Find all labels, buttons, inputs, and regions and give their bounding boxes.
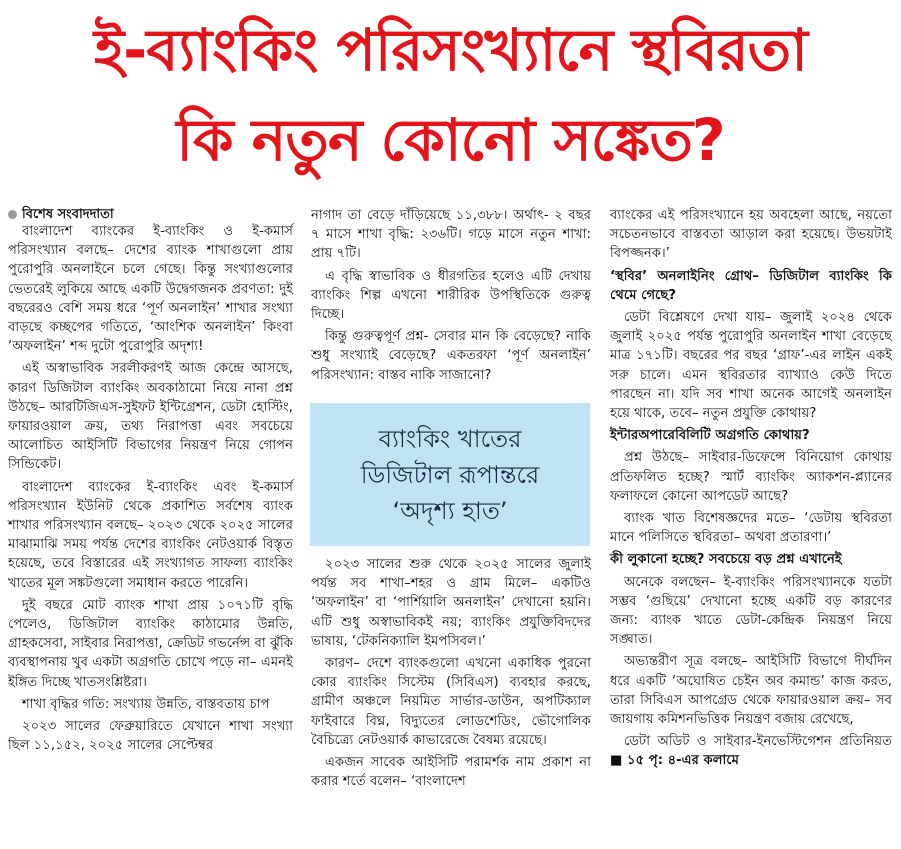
paragraph-text: ডেটা অডিট ও সাইবার-ইনভেস্টিগেশন প্রতিনিয়ত xyxy=(624,734,892,750)
paragraph: দুই বছরে মোট ব্যাংক শাখা প্রায় ১০৭১টি বৃদ্ধি পেলেও, ডিজিটাল ব্যাংকিং কাঠামোর উন্নতি, গ্রাহকসেবা, সাইবার নিরাপত্তা, ক্রেডিট গভর্নেন্স বা ঝুঁকি ব্যবস্থাপনায় খুব একটা অগ্রগতি চোখে পড়ে না– এমনই ইঙ্গিত দিচ্ছে খাতসংশ্লিষ্টরা। xyxy=(8,597,293,690)
subheading: কী লুকানো হচ্ছে? সবচেয়ে বড় প্রশ্ন এখানেই xyxy=(610,552,842,568)
subheading: ‘স্থবির’ অনলাইনিং গ্রোথ– ডিজিটাল ব্যাংকিং কি থেমে গেছে? xyxy=(610,268,892,303)
pull-quote-box xyxy=(310,403,590,546)
paragraph: কারণ– দেশে ব্যাংকগুলো এখনো একাধিক পুরনো কোর ব্যাংকিং সিস্টেম (সিবিএস) ব্যবহার করছে, গ্রামীণ অঞ্চলে নিয়মিত সার্ভার-ডাউন, অপটিক্যাল ফাইবারে বিঘ্ন, বিদ্যুতের লোডশেডিং, ভৌগোলিক বৈচিত্র্যে নেটওয়ার্ক কাভারেজে বৈষম্য রয়েছে। xyxy=(311,656,591,748)
paragraph: বাংলাদেশ ব্যাংকের ই-ব্যাংকিং ও ই-কমার্স পরিসংখ্যান বলছে– দেশের ব্যাংক শাখাগুলো প্রায় পুরোপুরি অনলাইনে চলে গেছে। কিন্তু সংখ্যাগুলোর ভেতরেই লুকিয়ে আছে একটি উদ্বেগজনক প্রবণতা: দুই বছরেরও বেশি সময় ধরে ‘পূর্ণ অনলাইন’ শাখার সংখ্যা বাড়ছে কচ্ছপের গতিতে, ‘আংশিক অনলাইন’ কিংবা ‘অফলাইন’ শব্দ দুটো পুরোপুরি অদৃশ্য! xyxy=(8,224,293,355)
pull-quote-line: ‘অদৃশ্য হাত’ xyxy=(392,496,508,525)
subheading: ইন্টারঅপারেবিলিটি অগ্রগতি কোথায়? xyxy=(610,428,810,444)
column-1 xyxy=(8,222,293,758)
paragraph: ডেটা বিশ্লেষণে দেখা যায়– জুলাই ২০২৪ থেকে জুলাই ২০২৫ পর্যন্ত পুরোপুরি অনলাইন শাখা বেড়েছে মাত্র ১৭১টি। বছরের পর বছর ‘গ্রাফ’-এর লাইন একই সরু চালে। এমন স্থবিরতার ব্যাখ্যাও কেউ দিতে পারছেন না। যদি সব শাখা অনেক আগেই অনলাইন হয়ে থাকে, তবে– নতুন প্রযুক্তি কোথায়? xyxy=(610,310,892,422)
paragraph: একজন সাবেক আইসিটি পরামর্শক নাম প্রকাশ না করার শর্তে বলেন– ‘বাংলাদেশ xyxy=(311,755,591,790)
pull-quote-line: ব্যাংকিং খাতের xyxy=(378,424,522,453)
bullet-icon xyxy=(8,210,17,219)
paragraph: এই অস্বাভাবিক সরলীকরণই আজ কেন্দ্রে আসছে, কারণ ডিজিটাল ব্যাংকিং অবকাঠামো নিয়ে নানা প্রশ্ন উঠছে– আরটিজিএস-সুইফট ইন্টিগ্রেশন, ডেটা হোস্টিং, ফায়ারওয়াল ক্রয়, তথ্য নিরাপত্তা এবং সবচেয়ে আলোচিত আইসিটি বিভাগের নিয়ন্ত্রণ নিয়ে গোপন সিন্ডিকেট। xyxy=(8,361,293,473)
paragraph: ব্যাংকের এই পরিসংখ্যানে হয় অবহেলা আছে, নয়তো সচেতনভাবে বাস্তবতা আড়াল করা হয়েছে। উভয়টাই বিপজ্জনক।’ xyxy=(610,208,892,262)
column-3 xyxy=(610,206,892,774)
paragraph: প্রশ্ন উঠছে– সাইবার-ডিফেন্সে বিনিয়োগ কোথায় প্রতিফলিত হচ্ছে? স্মার্ট ব্যাংকিং অ্যাকশন-প্ল্যানের ফলাফলে কোনো আপডেট আছে? xyxy=(610,450,892,504)
paragraph: বাংলাদেশ ব্যাংকের ই-ব্যাংকিং এবং ই-কমার্স পরিসংখ্যান ইউনিট থেকে প্রকাশিত সর্বশেষ ব্যাংক শাখার পরিসংখ্যান বলছে– ২০২৩ থেকে ২০২৫ সালের মাঝামাঝি সময় পর্যন্ত দেশের ব্যাংকিং নেটওয়ার্ক বিস্তৃত হয়েছে, তবে বিস্তারের এই সংখ্যাগত সাফল্য ব্যাংকিং খাতের মূল সঙ্কটগুলো সমাধান করতে পারেনি। xyxy=(8,479,293,591)
pull-quote-line: ডিজিটাল রূপান্তরে xyxy=(360,460,540,489)
headline-line-2: কি নতুন কোনো সঙ্কেত? xyxy=(176,106,725,174)
byline-text: বিশেষ সংবাদদাতা xyxy=(22,207,114,222)
paragraph: ২০২৩ সালের ফেব্রুয়ারিতে যেখানে শাখা সংখ্যা ছিল ১১,১৫২, ২০২৫ সালের সেপ্টেম্বর xyxy=(8,719,293,754)
paragraph: ব্যাংক খাত বিশেষজ্ঞদের মতে– ‘ডেটায় স্থবিরতা মানে পলিসিতে স্থবিরতা– অথবা প্রতারণা।’ xyxy=(610,511,892,546)
paragraph: অভ্যন্তরীণ সূত্র বলছে– আইসিটি বিভাগে দীর্ঘদিন ধরে একটি ‘অঘোষিত চেইন অব কমান্ড’ কাজ করত, তারা সিবিএস আপগ্রেড থেকে ফায়ারওয়াল ক্রয়– সব জায়গায় কমিশনভিত্তিক নিয়ন্ত্রণ বজায় রেখেছে, xyxy=(610,654,892,728)
paragraph: কিন্তু গুরুত্বপূর্ণ প্রশ্ন- সেবার মান কি বেড়েছে? নাকি শুধু সংখ্যাই বেড়েছে? একতরফা ‘পূর্ণ অনলাইন’ পরিসংখ্যান: বাস্তব নাকি সাজানো? xyxy=(311,329,591,383)
paragraph: অনেকে বলছেন– ই-ব্যাংকিং পরিসংখ্যানকে যতটা সম্ভব ‘গুছিয়ে’ দেখানো হচ্ছে একটি বড় কারণের জন্য: ব্যাংক খাতে ডেটা-কেন্দ্রিক নিয়ন্ত্রণ নিয়ে সঙ্ঘাত। xyxy=(610,574,892,648)
column-2-bottom xyxy=(311,555,591,794)
paragraph: ২০২৩ সালের শুরু থেকে ২০২৫ সালের জুলাই পর্যন্ত সব শাখা–শহর ও গ্রাম মিলে– একটিও ‘অফলাইন’ বা ‘পার্শিয়ালি অনলাইন’ দেখানো হয়নি। এটি শুধু অস্বাভাবিকই নয়; ব্যাংকিং প্রযুক্তিবিদদের ভাষায়, ‘টেকনিক্যালি ইমপসিবল।’ xyxy=(311,557,591,649)
headline-line-1: ই-ব্যাংকিং পরিসংখ্যানে স্থবিরতা xyxy=(94,16,807,84)
continued-jump: ■ ১৫ পৃ: ৪-এর কলামে xyxy=(610,753,739,769)
paragraph: নাগাদ তা বেড়ে দাঁড়িয়েছে ১১,৩৮৮। অর্থাৎ- ২ বছর ৭ মাসে শাখা বৃদ্ধি: ২৩৬টি। গড়ে মাসে নতুন শাখা: প্রায় ৭টি। xyxy=(311,208,591,262)
paragraph: এ বৃদ্ধি স্বাভাবিক ও ধীরগতির হলেও এটি দেখায় ব্যাংকিং শিল্প এখনো শারীরিক উপস্থিতিকে গুরুত্ব দিচ্ছে। xyxy=(311,268,591,323)
column-2-top xyxy=(311,206,591,388)
paragraph-last xyxy=(610,732,892,770)
paragraph: শাখা বৃদ্ধির গতি: সংখ্যায় উন্নতি, বাস্তবতায় চাপ xyxy=(22,696,270,712)
